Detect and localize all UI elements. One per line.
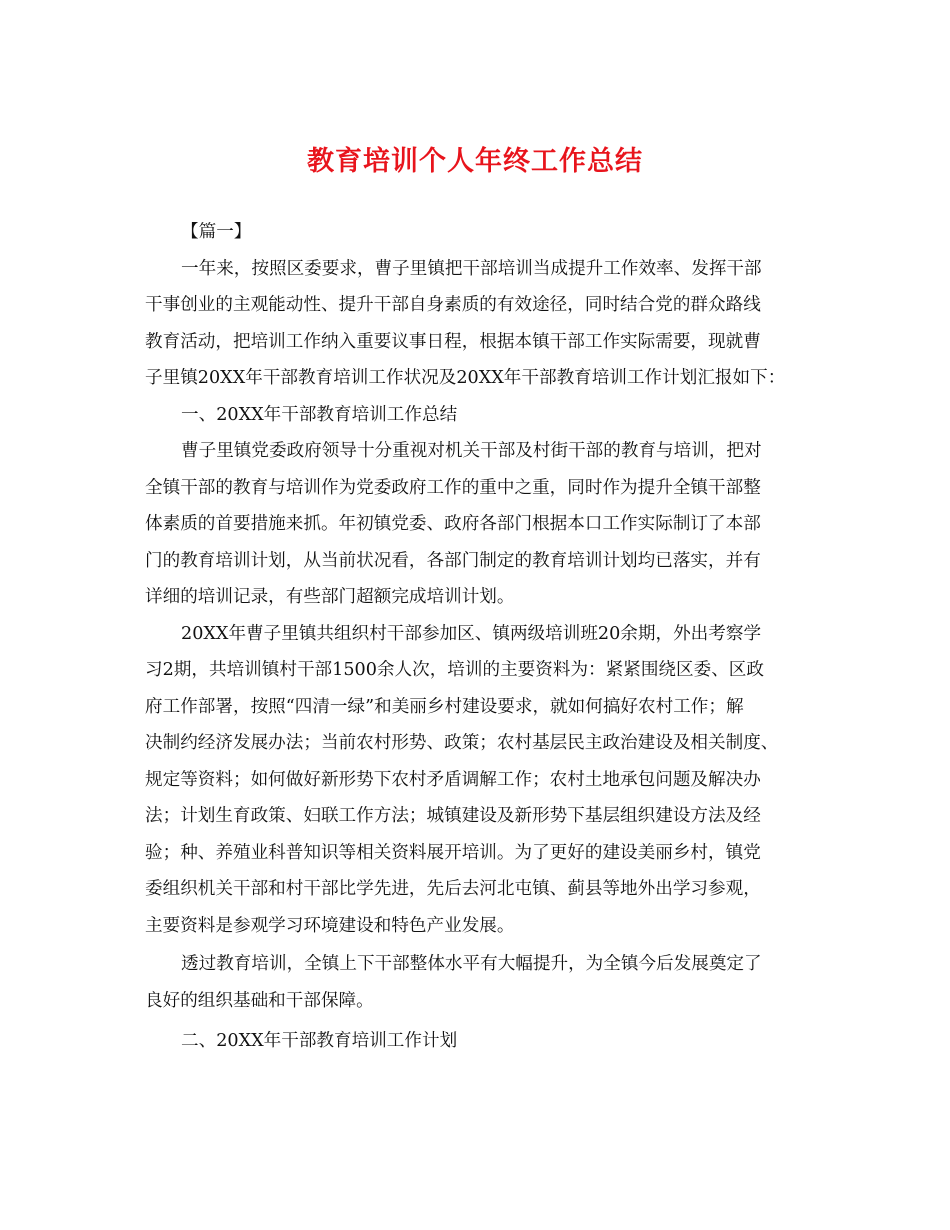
paragraph-line: 法；计划生育政策、妇联工作方法；城镇建设及新形势下基层组织建设方法及经 xyxy=(145,806,761,826)
paragraph-line: 府工作部署，按照“四清一绿”和美丽乡村建设要求，就如何搞好农村工作；解 xyxy=(145,696,744,717)
paragraph-para-3 xyxy=(145,946,810,1019)
paragraph-line: 20XX年曹子里镇共组织村干部参加区、镇两级培训班20余期，外出考察学 xyxy=(181,623,762,644)
paragraph-line: 良好的组织基础和干部保障。 xyxy=(145,990,374,1011)
document-title: 教育培训个人年终工作总结 xyxy=(307,146,643,177)
paragraph-line: 教育活动，把培训工作纳入重要议事日程，根据本镇干部工作实际需要，现就曹 xyxy=(145,331,761,352)
paragraph-line: 子里镇20XX年干部教育培训工作状况及20XX年干部教育培训工作计划汇报如下： xyxy=(145,368,786,388)
paragraph-line: 验；种、养殖业科普知识等相关资料展开培训。为了更好的建设美丽乡村，镇党 xyxy=(145,842,761,863)
paragraph-line: 曹子里镇党委政府领导十分重视对机关干部及村街干部的教育与培训，把对 xyxy=(181,441,762,461)
paragraph-line: 一年来，按照区委要求，曹子里镇把干部培训当成提升工作效率、发挥干部 xyxy=(181,258,762,279)
paragraph-line: 委组织机关干部和村干部比学先进，先后去河北屯镇、蓟县等地外出学习参观， xyxy=(145,879,761,899)
paragraph-heading-1 xyxy=(145,397,810,434)
paragraph-line: 决制约经济发展办法；当前农村形势、政策；农村基层民主政治建设及相关制度、 xyxy=(145,733,779,753)
paragraph-line: 【篇一】 xyxy=(181,222,252,242)
paragraph-line: 全镇干部的教育与培训作为党委政府工作的重中之重，同时作为提升全镇干部整 xyxy=(145,477,761,498)
paragraph-heading-2 xyxy=(145,1023,810,1060)
paragraph-line: 干事创业的主观能动性、提升干部自身素质的有效途径，同时结合党的群众路线 xyxy=(145,295,761,315)
paragraph-line: 习2期，共培训镇村干部1500余人次，培训的主要资料为：紧紧围绕区委、区政 xyxy=(145,660,764,680)
paragraph-para-1 xyxy=(145,433,810,616)
paragraph-line: 二、20XX年干部教育培训工作计划 xyxy=(181,1031,458,1051)
paragraph-line: 规定等资料；如何做好新形势下农村矛盾调解工作；农村土地承包问题及解决办 xyxy=(145,769,761,790)
paragraph-line: 详细的培训记录，有些部门超额完成培训计划。 xyxy=(145,587,515,607)
document-body xyxy=(145,214,810,1060)
paragraph-line: 一、20XX年干部教育培训工作总结 xyxy=(181,404,458,425)
paragraph-section-label xyxy=(145,214,810,251)
paragraph-intro xyxy=(145,251,810,397)
paragraph-line: 主要资料是参观学习环境建设和特色产业发展。 xyxy=(145,915,515,936)
paragraph-line: 透过教育培训，全镇上下干部整体水平有大幅提升，为全镇今后发展奠定了 xyxy=(181,954,762,974)
paragraph-line: 门的教育培训计划，从当前状况看，各部门制定的教育培训计划均已落实，并有 xyxy=(145,550,761,571)
paragraph-para-2 xyxy=(145,616,810,945)
paragraph-line: 体素质的首要措施来抓。年初镇党委、政府各部门根据本口工作实际制订了本部 xyxy=(145,514,761,534)
